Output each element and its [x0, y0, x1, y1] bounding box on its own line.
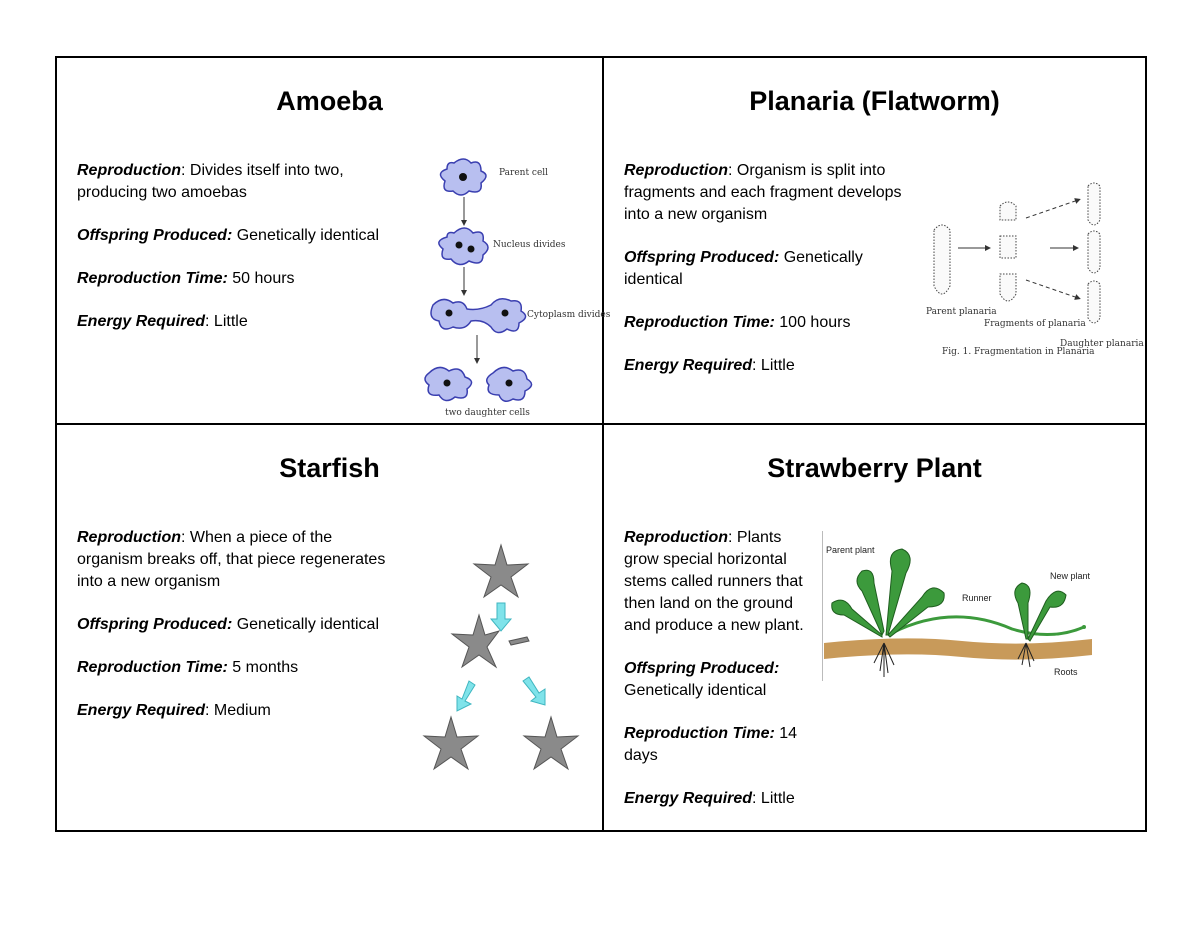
- card-planaria: [604, 58, 1145, 423]
- offspring-row: Offspring Produced: Genetically identical: [624, 249, 863, 288]
- reproduction-row: Reproduction: Plants grow special horizontal stems called runners that then land on the ground and produce a new plant.: [624, 529, 804, 634]
- card-info: [624, 527, 820, 831]
- offspring-row: Offspring Produced: Genetically identical: [624, 660, 780, 699]
- energy-row: Energy Required: Little: [624, 357, 795, 374]
- reproduction-row: Reproduction: When a piece of the organism breaks off, that piece regenerates into a new organism: [77, 529, 386, 590]
- figure-label: Roots: [1054, 667, 1078, 677]
- time-row: Reproduction Time: 50 hours: [77, 270, 295, 287]
- offspring-row: Offspring Produced: Genetically identical: [77, 616, 380, 633]
- reproduction-row: Reproduction: Divides itself into two, producing two amoebas: [77, 162, 344, 201]
- card-title: Planaria (Flatworm): [749, 86, 1000, 116]
- energy-row: Energy Required: Little: [624, 790, 795, 807]
- card-info: [77, 160, 397, 354]
- card-info: [624, 160, 904, 398]
- strawberry-figure: [822, 531, 1094, 701]
- figure-label: Cytoplasm divides: [527, 310, 611, 320]
- card-starfish: [57, 425, 602, 830]
- card-title: Amoeba: [276, 86, 383, 116]
- card-title: Starfish: [279, 453, 380, 483]
- planaria-figure: [922, 176, 1142, 356]
- starfish-figure: [419, 541, 584, 776]
- time-row: Reproduction Time: 5 months: [77, 659, 299, 676]
- figure-label: Parent plant: [826, 545, 875, 555]
- figure-label: two daughter cells: [445, 408, 530, 418]
- figure-label: Parent cell: [499, 168, 549, 178]
- card-info: [77, 527, 397, 743]
- comparison-table: [55, 56, 1147, 832]
- figure-label: Daughter planaria: [1060, 339, 1144, 349]
- time-row: Reproduction Time: 100 hours: [624, 314, 851, 331]
- figure-label: Parent planaria: [926, 307, 997, 317]
- time-row: Reproduction Time: 14 days: [624, 725, 798, 764]
- reproduction-row: Reproduction: Organism is split into fragments and each fragment develops into a new organism: [624, 162, 902, 223]
- card-amoeba: [57, 58, 611, 423]
- offspring-row: Offspring Produced: Genetically identical: [77, 227, 380, 244]
- card-strawberry-plant: [604, 425, 1145, 830]
- energy-row: Energy Required: Little: [77, 313, 248, 330]
- amoeba-figure: [419, 153, 611, 418]
- figure-label: Nucleus divides: [493, 240, 566, 250]
- card-title: Strawberry Plant: [767, 453, 982, 483]
- energy-row: Energy Required: Medium: [77, 702, 271, 719]
- figure-label: New plant: [1050, 571, 1091, 581]
- figure-label: Fig. 1. Fragmentation in Planaria: [942, 347, 1095, 357]
- figure-label: Fragments of planaria: [984, 319, 1086, 329]
- figure-label: Runner: [962, 593, 992, 603]
